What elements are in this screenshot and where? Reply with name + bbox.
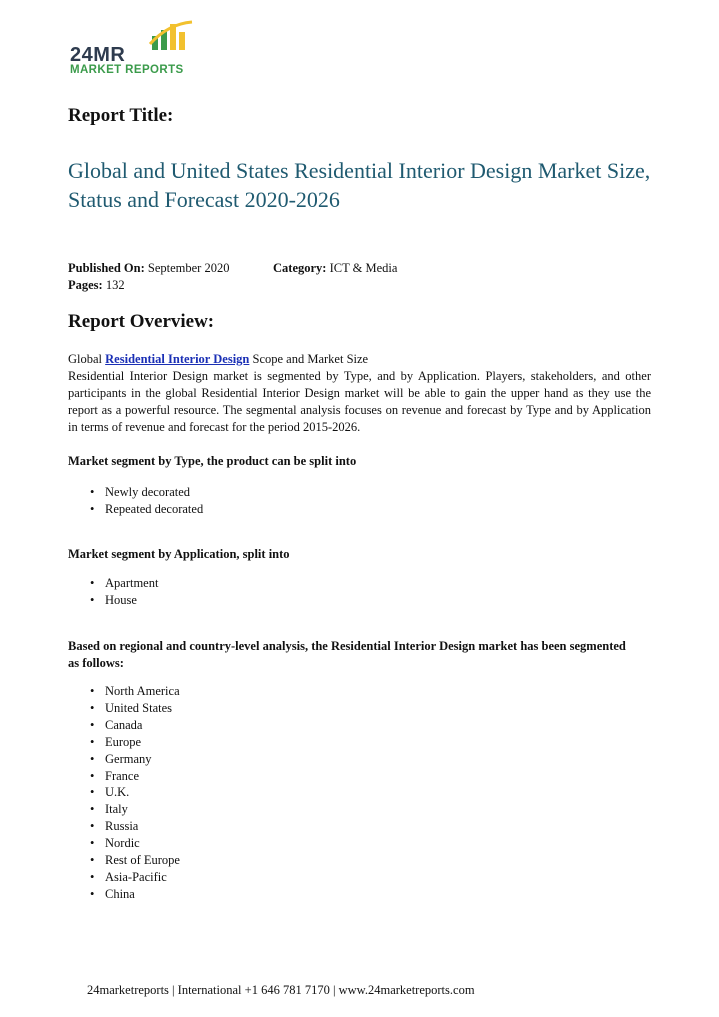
list-item: • Repeated decorated	[90, 501, 203, 518]
application-segment-heading: Market segment by Application, split into	[68, 547, 290, 561]
residential-interior-design-link[interactable]: Residential Interior Design	[105, 352, 250, 366]
list-item: • China	[90, 886, 180, 903]
overview-intro-line	[68, 351, 651, 368]
published-label: Published On:	[68, 261, 145, 275]
bar-chart-logo-icon	[148, 20, 212, 52]
category-label: Category:	[273, 261, 327, 275]
published-on	[68, 261, 229, 276]
list-item: • House	[90, 592, 158, 609]
list-item: • Germany	[90, 751, 180, 768]
list-item: • United States	[90, 700, 180, 717]
type-segment-heading: Market segment by Type, the product can be split into	[68, 454, 357, 468]
published-value: September 2020	[144, 261, 230, 275]
overview-label: Report Overview:	[68, 311, 215, 332]
list-item: • U.K.	[90, 784, 180, 801]
region-segment-heading: Based on regional and country-level analysis, the Residential Interior Design market has been segmented as follows:	[68, 639, 626, 670]
report-title-label: Report Title:	[68, 105, 174, 126]
pages-value: 132	[102, 278, 125, 292]
list-item: • Rest of Europe	[90, 852, 180, 869]
category	[273, 261, 397, 276]
overview-body: Residential Interior Design market is segmented by Type, and by Application. Players, stakeholders, and other participants in the global Residential Interior Design market will be able to gain the upper hand as they use the report as a powerful resource. The segmental analysis focuses on revenue and forecast by Type and by Application in terms of revenue and forecast for the period 2015-2026.	[68, 369, 651, 434]
list-item: • Russia	[90, 818, 180, 835]
list-item: • Europe	[90, 734, 180, 751]
overview-prefix: Global	[68, 352, 106, 366]
logo-text-primary: 24MR	[70, 44, 126, 66]
list-item: • Apartment	[90, 575, 158, 592]
pages	[68, 278, 125, 293]
overview-suffix: Scope and Market Size	[249, 352, 369, 366]
list-item: • Italy	[90, 801, 180, 818]
pages-label: Pages:	[68, 278, 103, 292]
list-item: • Nordic	[90, 835, 180, 852]
list-item: • North America	[90, 683, 180, 700]
logo-text-secondary: MARKET REPORTS	[70, 64, 184, 76]
company-logo	[68, 20, 218, 78]
report-title: Global and United States Residential Interior Design Market Size, Status and Forecast 2020-2026	[68, 158, 651, 212]
application-segment-list	[90, 575, 158, 609]
list-item: • France	[90, 768, 180, 785]
list-item: • Newly decorated	[90, 484, 203, 501]
page-footer: 24marketreports | International +1 646 781 7170 | www.24marketreports.com	[87, 983, 475, 997]
overview-text	[68, 351, 651, 436]
region-segment-list	[90, 683, 180, 903]
list-item: • Asia-Pacific	[90, 869, 180, 886]
category-value: ICT & Media	[326, 261, 398, 275]
list-item: • Canada	[90, 717, 180, 734]
type-segment-list	[90, 484, 203, 518]
